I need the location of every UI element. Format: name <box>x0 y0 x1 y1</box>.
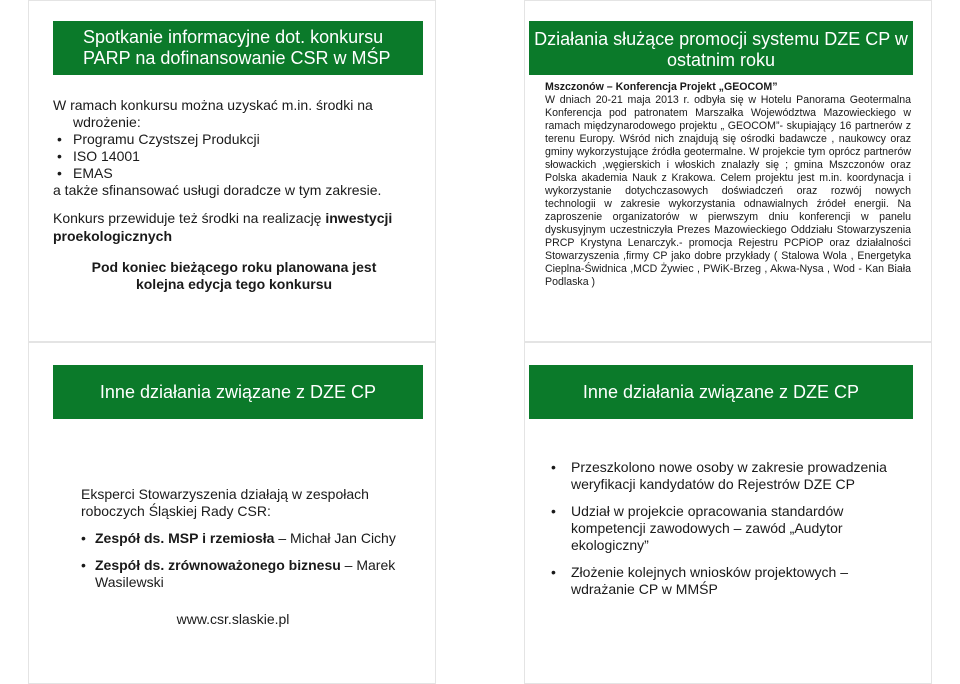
slide-3-title: Inne działania związane z DZE CP <box>53 365 423 419</box>
experts-intro: Eksperci Stowarzyszenia działają w zespołach roboczych Śląskiej Rady CSR: <box>81 486 369 519</box>
investment-highlight: inwestycji proekologicznych <box>53 210 393 244</box>
experts-text <box>81 486 411 601</box>
investment-prefix: Konkurs przewiduje też środki na realizację <box>53 210 326 226</box>
also-line: a także sfinansować usługi doradcze w tym zakresie. <box>53 182 382 198</box>
intro-line-2: wdrożenie: <box>73 114 141 130</box>
list-item: • Przeszkolono nowe osoby w zakresie prowadzenia weryfikacji kandydatów do Rejestrów DZE CP <box>545 459 905 493</box>
investment-text <box>53 209 413 245</box>
team-name: Zespół ds. zrównoważonego biznesu <box>95 557 341 573</box>
list-item: • Programu Czystszej Produkcji <box>53 131 413 148</box>
slide-1-title: Spotkanie informacyjne dot. konkursu PARP na dofinansowanie CSR w MŚP <box>53 21 423 75</box>
slide-1 <box>28 0 436 342</box>
list-item <box>81 530 411 547</box>
teams-list <box>81 530 411 591</box>
activities-list <box>545 459 905 608</box>
list-item <box>81 557 411 591</box>
list-item: • EMAS <box>53 165 413 182</box>
list-item: • Złożenie kolejnych wniosków projektowych – wdrażanie CP w MMŚP <box>545 564 905 598</box>
closing-note: Pod koniec bieżącego roku planowana jest kolejna edycja tego konkursu <box>91 259 377 292</box>
team-name: Zespół ds. MSP i rzemiosła <box>95 530 275 546</box>
slide-4-title: Inne działania związane z DZE CP <box>529 365 913 419</box>
website-link[interactable]: www.csr.slaskie.pl <box>176 611 290 627</box>
list-item: • ISO 14001 <box>53 148 413 165</box>
team-member: – Michał Jan Cichy <box>274 530 396 546</box>
news-article <box>545 81 911 289</box>
slide-2 <box>524 0 932 342</box>
funding-list <box>53 131 413 182</box>
news-heading: Mszczonów – Konferencja Projekt „GEOCOM” <box>545 81 778 93</box>
slide-4 <box>524 342 932 684</box>
news-body: W dniach 20-21 maja 2013 r. odbyła się w Hotelu Panorama Geotermalna Konferencja pod patronatem Marszałka Województwa Mazowieckiego w ramach międzynarodowego projektu „ GEOCOM”- skupiający 16 partnerów z terenu Europy. Wśród nich znajdują się ośrodki badawcze , naukowcy oraz gminy wykorzystujące źródła geotermalne. W projekcie tym oprócz partnerów słowackich ,węgierskich i włoskich znalazły się ; gmina Mszczonów oraz Polska akademia Nauk z Krakowa. Celem projektu jest m.in. koordynacja i wykorzystanie dotychczasowych doświadczeń oraz rozwój nowych technologii w zakresie wykorzystania odnawialnych źródeł energii. Na zaproszenie organizatorów w pierwszym dniu konferencji w panelu dyskusyjnym uczestniczyła Prezes Mazowieckiego Oddziału Stowarzyszenia PRCP Krystyna Lenarczyk.- promocja Rejestru PCPiOP oraz działalności Stowarzyszenia ,firmy CP jako dobre przykłady ( Stalowa Wola , Energetyka Cieplna-Świdnica ,MCD Żywiec , PWiK-Brzeg , Akwa-Nysa , Wod - Kan Biała Podlaska ) <box>545 94 911 288</box>
team-member: – Marek Wasilewski <box>95 557 396 590</box>
list-item: • Udział w projekcie opracowania standardów kompetencji zawodowych – zawód „Audytor ekologiczny” <box>545 503 905 554</box>
slide-3 <box>28 342 436 684</box>
slide-1-funding-text <box>53 97 413 199</box>
intro-line: W ramach konkursu można uzyskać m.in. środki na <box>53 97 373 113</box>
slide-2-title: Działania służące promocji systemu DZE CP w ostatnim roku <box>529 21 913 75</box>
